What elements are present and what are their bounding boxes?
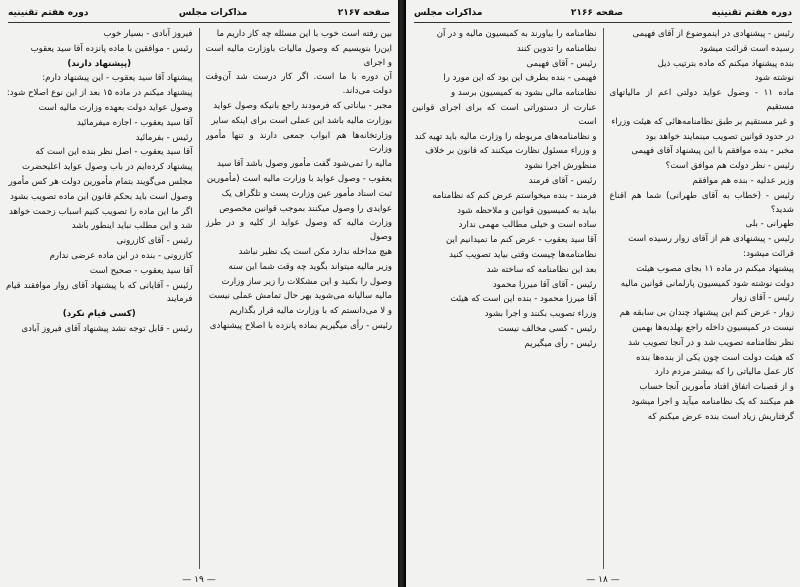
text-line: و لا می‌دانستم که با وزارت مالیه قرار بگذاریم (229, 306, 392, 317)
text-line: دولت نوشته شود کمیسیون پارلمانی قوانین مالیه (620, 278, 794, 289)
text-line: گرفتاریش زیاد است بنده عرض میکنم که (647, 411, 794, 422)
text-line: مجلس می‌گویند بتمام مأمورین دولت هر کس مأمور (8, 176, 193, 187)
text-line: پیشنهاد میکنم در ماده ۱۱ بجای مصوب هیئت (636, 263, 794, 274)
text-line: وزراء تصویب بکنند و اجرا بشود (484, 309, 597, 320)
right-page-header (414, 4, 792, 23)
text-line: ثبت اسناد مأمور عین وزارت پست و تلگراف یک (221, 188, 392, 199)
text-line: بیاید به کمیسیون قوانین و ملاحظه شود (457, 205, 597, 216)
text-line: نیست در کمیسیون داخله راجع بهلدیه‌ها بهمین (632, 322, 794, 333)
text-line: وصول است باید بحکم قانون این ماده تصویب بشود (9, 191, 193, 202)
text-line: آقا سید یعقوب - عرض کنم ما نمیدانیم این (445, 235, 597, 246)
text-line: رئیس - آقای فهیمی (526, 58, 597, 69)
text-line: طهرانی - بلی (745, 219, 794, 230)
text-line: مخبر - بنده موافقم با این پیشنهاد آقای فهیمی (631, 146, 794, 157)
text-line: وزیر مالیه میتواند بگوید چه وقت شما این سنه (228, 261, 392, 272)
right-page (406, 0, 800, 587)
text-line: بین رفته است خوب با این مسئله چه کار داریم ما (216, 29, 392, 39)
text-line: رئیس - پیشنهادی هم از آقای زوار رسیده است (628, 234, 794, 245)
text-line: مالیه را تمی‌شود گفت مأمور وصول باشد آقا سید (217, 159, 392, 170)
text-line: آقا سید یعقوب - صحیح است (89, 265, 193, 276)
left-session-title: مذاکرات مجلس (178, 8, 248, 18)
text-line: نوشته شود (754, 73, 794, 84)
column-rule (199, 28, 200, 569)
text-line: شد و این مطلب نباید اینطور باشد (71, 221, 193, 232)
text-line: مجبر - بیاناتی که فرمودند راجع بانیکه وصول عواید (213, 100, 392, 111)
text-line: نظامنامه را تدوین کنند (516, 43, 597, 54)
text-line: عوایدی را وصول میکنند بموجب قوانین مخصوص (219, 203, 392, 214)
text-line: رئیس - بفرمائید (135, 132, 193, 143)
text-line: فرمند - بنده میخواستم عرض کنم که نظامنامه (432, 190, 597, 201)
text-line: زوار - عرض کنم این پیشنهاد چندان بی سابقه هم (619, 308, 794, 319)
right-term-title: دوره هفتم تقنینیه (711, 8, 792, 18)
book-gutter (398, 0, 406, 587)
left-page-header (8, 4, 390, 23)
right-page-number-label: صفحه ۲۱۶۶ (570, 8, 624, 18)
left-page (0, 0, 398, 587)
text-line: رئیس - آقای آقا میرزا محمود (492, 279, 597, 290)
text-line: رئیس - رأی میگیریم بماده پانزده با اصلاح پیشنهادی (209, 320, 392, 331)
text-line: بوزارت مالیه باشد این عملی است برای اینکه سایر (211, 115, 392, 126)
text-line: رئیس - قابل توجه نشد پیشنهاد آقای فیروز آبادی (21, 323, 193, 334)
text-line: و غیر مستقیم بر طبق نظامنامه‌هائی که هیئت وزراء (611, 116, 794, 127)
text-line: نظر نظامنامه تصویب شد و در آنجا تصویب شد (628, 337, 794, 348)
right-page-footer: — ۱۸ — (586, 575, 620, 585)
text-line: رئیس - کسی مخالف نیست (498, 323, 597, 334)
text-line: رئیس - نظر دولت هم موافق است؟ (665, 161, 794, 172)
text-line: که هیئت دولت است چون یکی از بنده‌ها بنده (636, 352, 794, 363)
right-session-title: مذاکرات مجلس (414, 8, 483, 18)
text-line: وزارت مالیه که وصول عواید از کلیه و در طرز وصول (205, 218, 392, 243)
text-line: و وزراء مسئول نظارت میکنند که قانون بر خلاف (425, 146, 597, 157)
text-line: رئیس - رأی میگیریم (524, 338, 597, 349)
text-line: بنده پیشنهاد میکنم که ماده بترتیب ذیل (657, 58, 794, 69)
text-line: آن دوره با ما است. اگر کار درست شد آن‌وقت دولت می‌داند. (205, 72, 392, 97)
text-line: وصول را بکنید و این مشکلات را زیر ساز وزارت (221, 276, 392, 287)
right-page-inner-column (412, 28, 597, 569)
text-line: یعقوب - وصول عواید با وزارت مالیه است (مأمورین (206, 173, 392, 184)
text-line: رئیس - پیشنهادی در اینموضوع از آقای فهیمی (632, 29, 794, 39)
text-line: رئیس - آقایانی که با پیشنهاد آقای زوار موافقند قیام فرمایند (6, 280, 193, 305)
text-line: و نظامنامه‌های مربوطه را وزارت مالیه باید تهیه کند (414, 131, 597, 142)
text-line: مالیه سالیانه می‌شوید بهر حال تمامش عملی نیست (208, 291, 392, 302)
left-page-number-label: صفحه ۲۱۶۷ (337, 8, 390, 18)
text-line: رئیس - آقای کازرونی (116, 236, 193, 247)
text-line: آقا میرزا محمود - بنده این است که هیئت (450, 294, 597, 305)
text-line: نظامنامه را بیاورند به کمیسیون مالیه و در آن (436, 29, 597, 39)
text-line: قرائت میشود: (743, 248, 794, 259)
text-line: فهیمی - بنده بطرف این بود که این مورد را (443, 73, 597, 84)
text-line: (پیشنهاد دارند) (67, 58, 132, 69)
text-line: منظورش اجرا نشود (524, 161, 597, 172)
left-page-outer-column (206, 28, 393, 569)
text-line: رئیس - آقای فرمند (528, 175, 597, 186)
right-page-columns (412, 28, 794, 569)
text-line: کار عمل مالیاتی را که بیشتر مردم دارد (654, 367, 794, 378)
left-term-title: دوره هفتم تقنینیه (8, 8, 89, 18)
right-page-outer-column (610, 28, 795, 569)
text-line: نظامنامه‌ها چیست وقتی بیاید تصویب کنید (449, 249, 597, 260)
text-line: ماده ۱۱ - وصول عواید دولتی اعم از مالیاتهای مستقیم (609, 88, 794, 112)
left-page-inner-column (6, 28, 193, 569)
text-line: پیشنهاد کرده‌ایم در باب وصول عواید اعلیحضرت (21, 162, 193, 173)
text-line: (کسی قیام نکرد) (62, 309, 136, 320)
text-line: هیچ مداخله ندارد مکن است یک نظیر نباشد (238, 246, 392, 257)
text-line: عبارت از دستوراتی است که برای اجرای قوانین است (412, 102, 597, 127)
left-page-footer: — ۱۹ — (182, 575, 216, 585)
text-line: هم میکنند که یک نظامنامه میآید و اجرا میشود (631, 396, 794, 407)
text-line: رئیس - آقای زوار (731, 293, 794, 304)
column-rule (603, 28, 604, 569)
text-line: و از قصبات اتفاق افتاد مأمورین آنجا حساب (639, 382, 794, 393)
text-line: رسیده است قرائت میشود (699, 43, 794, 54)
text-line: رئیس - موافقین با ماده پانزده آقا سید یعقوب (30, 43, 193, 54)
text-line: وزیر عدلیه - بنده هم موافقم (692, 175, 794, 186)
left-page-columns (6, 28, 392, 569)
text-line: پیشنهاد آقا سید یعقوب - این پیشنهاد دارم: (42, 73, 193, 84)
text-line: فیروز آبادی - بسیار خوب (103, 29, 193, 39)
text-line: وصول عواید دولت بعهده وزارت مالیه است (38, 102, 193, 113)
text-line: این‌را بنویسیم که وصول مالیات باوزارت مالیه است و اجرای (205, 43, 392, 68)
text-line: کازرونی - بنده در این ماده عرضی ندارم (49, 250, 193, 261)
text-line: ساده است و خیلی مطالب مهمی ندارد (458, 220, 597, 231)
text-line: بعد این نظامنامه که ساخته شد (486, 264, 597, 275)
text-line: وزارتخانه‌ها هم ابواب جمعی دارند و تنها مأمور وزارت (205, 130, 392, 155)
text-line: آقا سید یعقوب - اصل نظر بنده این است که (35, 147, 193, 158)
text-line: اگر ما این ماده را تصویب کنیم اسباب زحمت خواهد (9, 206, 193, 217)
text-line: آقا سید یعقوب - اجازه میفرمائید (76, 117, 193, 128)
text-line: نظامنامه مالی بشود به کمیسیون برسد و (451, 88, 597, 99)
text-line: رئیس - (خطاب به آقای طهرانی) شما هم اقناع شدید؟ (609, 190, 794, 215)
text-line: در حدود قوانین تصویب مینمایند خواهد بود (645, 131, 794, 142)
text-line: پیشنهاد میکنم در ماده ۱۵ بعد از این نوع اصلاح شود: (6, 88, 193, 99)
